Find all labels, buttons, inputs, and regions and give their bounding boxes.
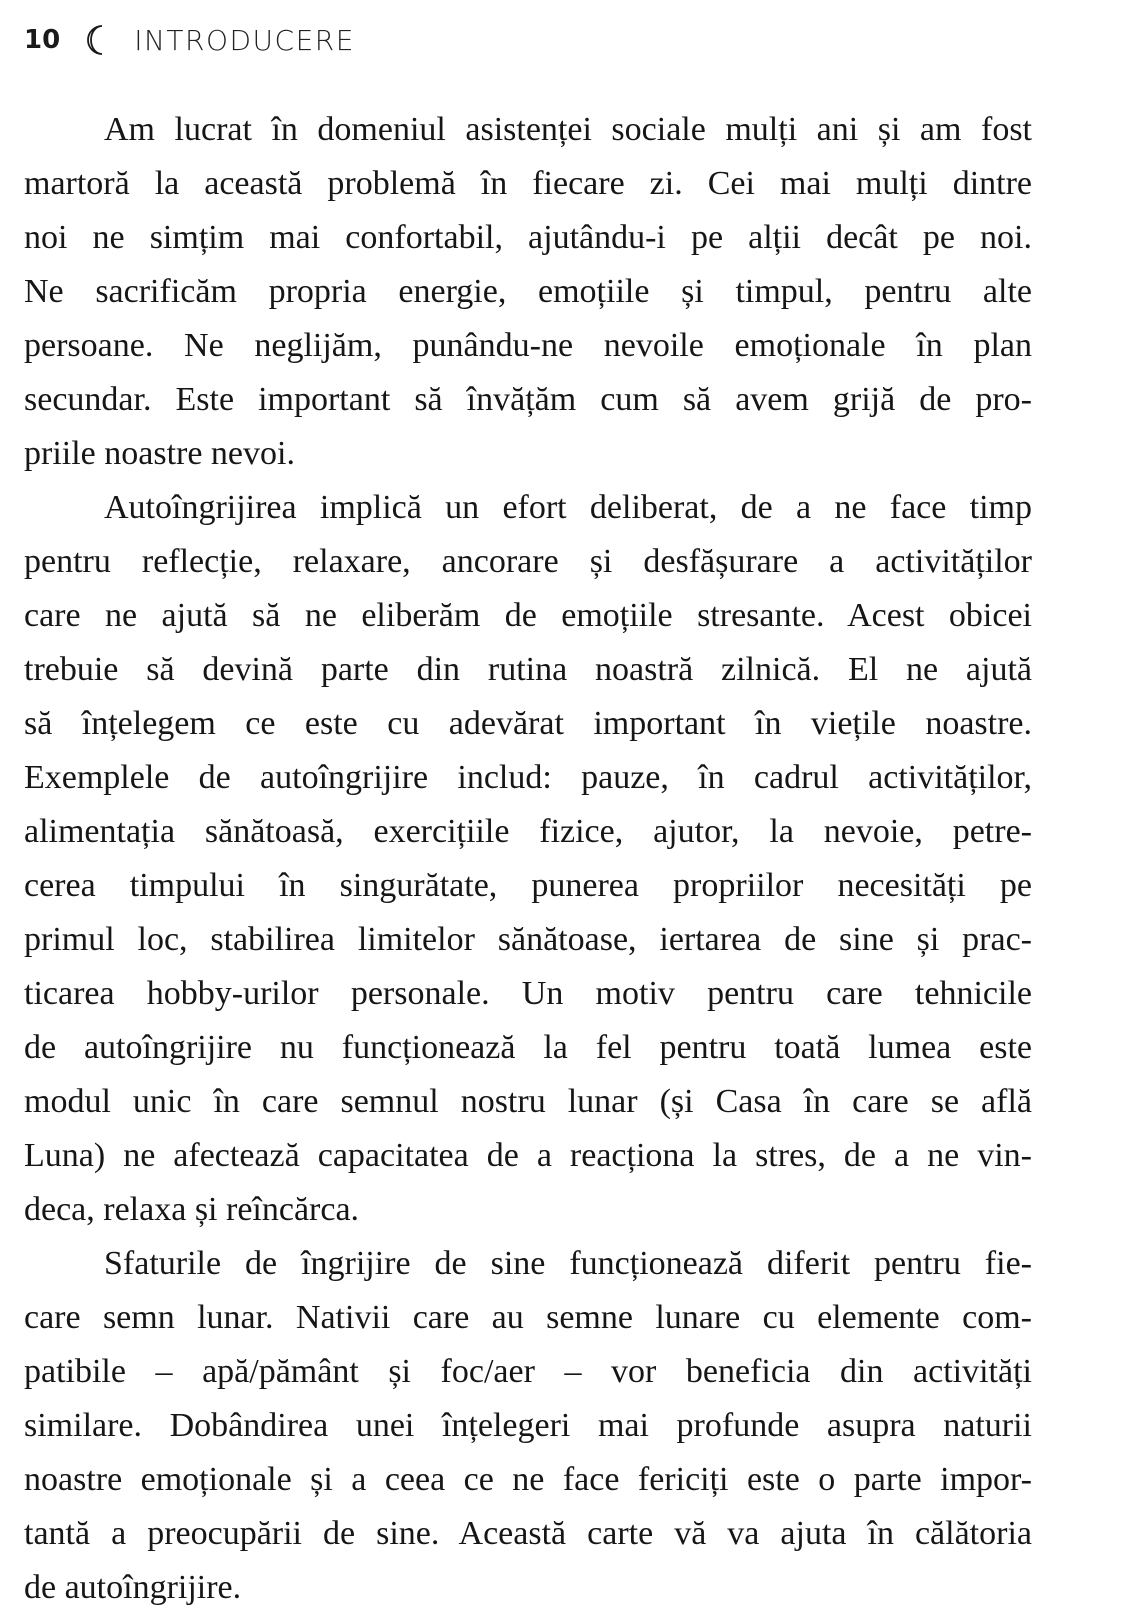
text-line: Autoîngrijirea implică un efort deliberat, de a ne face timp [104,489,1032,526]
text-line: noastre emoționale și a ceea ce ne face fericiți este o parte impor- [24,1461,1032,1498]
text-line: secundar. Este important să învățăm cum să avem grijă de pro- [24,381,1032,418]
text-line: să înțelegem ce este cu adevărat important în viețile noastre. [24,705,1032,742]
text-line: deca, relaxa și reîncărca. [24,1191,360,1228]
text-line: ticarea hobby-urilor personale. Un motiv pentru care tehnicile [24,975,1032,1012]
text-line: persoane. Ne neglijăm, punându-ne nevoile emoționale în plan [24,327,1032,364]
paragraph [24,481,1032,1237]
paragraph [24,103,1032,481]
text-line: patibile – apă/pământ și foc/aer – vor beneficia din activități [24,1353,1032,1390]
text-line: cerea timpului în singurătate, punerea propriilor necesități pe [24,867,1032,904]
text-line: similare. Dobândirea unei înțelegeri mai profunde asupra naturii [24,1407,1032,1444]
text-line: primul loc, stabilirea limitelor sănătoase, iertarea de sine și prac- [24,921,1032,958]
text-line: care ne ajută să ne eliberăm de emoțiile stresante. Acest obicei [24,597,1032,634]
section-title: INTRODUCERE [134,23,355,57]
text-line: pentru reflecție, relaxare, ancorare și desfășurare a activităților [24,543,1032,580]
text-line: Luna) ne afectează capacitatea de a reacționa la stres, de a ne vin- [24,1137,1032,1174]
text-line: de autoîngrijire. [24,1569,242,1606]
text-line: care semn lunar. Nativii care au semne lunare cu elemente com- [24,1299,1032,1336]
crescent-moon-icon [84,24,110,56]
text-line: modul unic în care semnul nostru lunar (și Casa în care se află [24,1083,1032,1120]
text-line: trebuie să devină parte din rutina noastră zilnică. El ne ajută [24,651,1032,688]
text-line: alimentația sănătoasă, exercițiile fizice, ajutor, la nevoie, petre- [24,813,1032,850]
text-line: Sfaturile de îngrijire de sine funcționează diferit pentru fie- [104,1245,1032,1282]
text-line: Am lucrat în domeniul asistenței sociale mulți ani și am fost [104,111,1032,148]
text-line: Exemplele de autoîngrijire includ: pauze, în cadrul activităților, [24,759,1032,796]
text-line: de autoîngrijire nu funcționează la fel pentru toată lumea este [24,1029,1032,1066]
paragraph [24,1237,1032,1615]
text-line: Ne sacrificăm propria energie, emoțiile și timpul, pentru alte [24,273,1032,310]
body-text [24,103,1032,1615]
text-line: noi ne simțim mai confortabil, ajutându-i pe alții decât pe noi. [24,219,1032,256]
text-line: priile noastre nevoi. [24,435,295,472]
page-number: 10 [24,25,61,55]
running-header [24,20,355,60]
text-line: martoră la această problemă în fiecare zi. Cei mai mulți dintre [24,165,1032,202]
text-line: tantă a preocupării de sine. Această carte vă va ajuta în călătoria [24,1515,1032,1552]
